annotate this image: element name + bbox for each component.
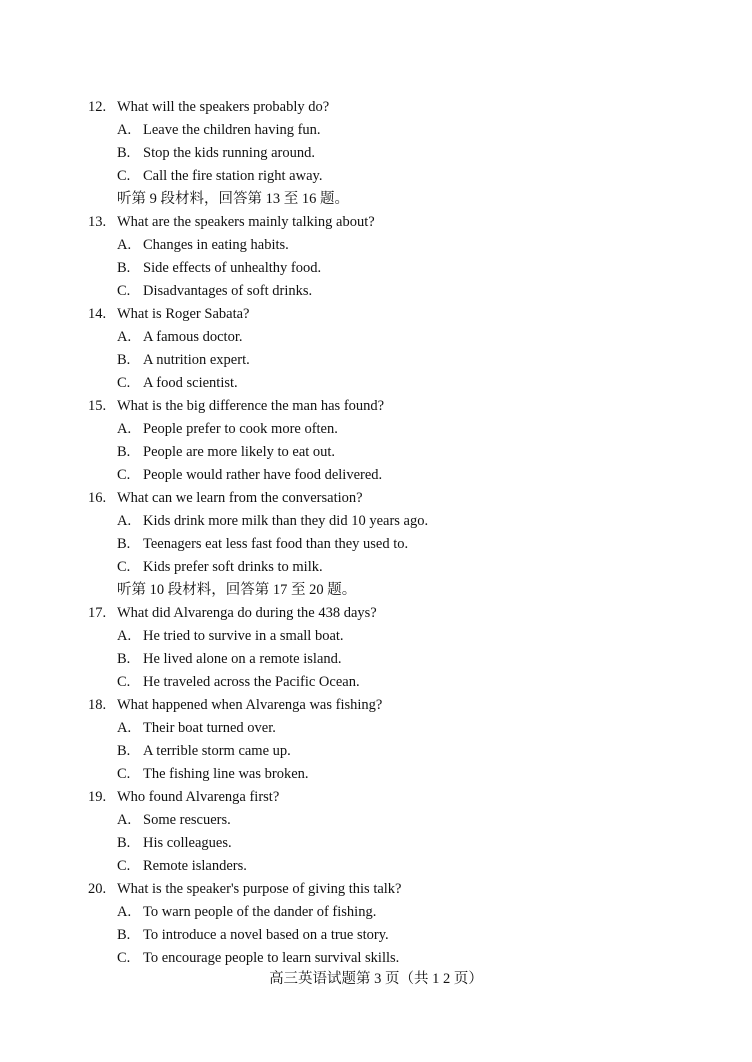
answer-option (88, 809, 688, 832)
question-stem (88, 96, 688, 119)
question-stem (88, 786, 688, 809)
question-text: What is the big difference the man has found? (117, 398, 385, 414)
question-number: 19. (88, 789, 107, 805)
question-stem (88, 211, 688, 234)
option-text: A food scientist. (143, 375, 238, 391)
option-text: To encourage people to learn survival skills. (143, 950, 400, 966)
option-letter: C. (117, 559, 131, 575)
option-text: Side effects of unhealthy food. (143, 260, 322, 276)
answer-option (88, 119, 688, 142)
answer-option (88, 717, 688, 740)
answer-option (88, 257, 688, 280)
question-text: Who found Alvarenga first? (117, 789, 280, 805)
option-text: Their boat turned over. (143, 720, 276, 736)
option-text: Teenagers eat less fast food than they used to. (143, 536, 409, 552)
answer-option (88, 832, 688, 855)
option-text: He tried to survive in a small boat. (143, 628, 344, 644)
option-text: A terrible storm came up. (143, 743, 291, 759)
question-stem (88, 303, 688, 326)
answer-option (88, 671, 688, 694)
option-letter: A. (117, 329, 132, 345)
question-text: What did Alvarenga do during the 438 days? (117, 605, 377, 621)
option-letter: B. (117, 743, 131, 759)
option-letter: A. (117, 421, 132, 437)
question-text: What happened when Alvarenga was fishing? (117, 697, 383, 713)
option-text: Remote islanders. (143, 858, 247, 874)
question-stem (88, 395, 688, 418)
section-instruction: 听第 9 段材料，回答第 13 至 16 题。 (117, 191, 349, 207)
option-letter: A. (117, 122, 132, 138)
option-letter: C. (117, 283, 131, 299)
question-text: What can we learn from the conversation? (117, 490, 363, 506)
answer-option (88, 648, 688, 671)
answer-option (88, 165, 688, 188)
answer-option (88, 763, 688, 786)
answer-option (88, 740, 688, 763)
option-letter: A. (117, 720, 132, 736)
answer-option (88, 234, 688, 257)
question-number: 15. (88, 398, 107, 414)
option-text: Some rescuers. (143, 812, 231, 828)
option-text: Stop the kids running around. (143, 145, 315, 161)
question-number: 13. (88, 214, 107, 230)
question-stem (88, 878, 688, 901)
option-text: Kids drink more milk than they did 10 years ago. (143, 513, 429, 529)
question-stem (88, 487, 688, 510)
question-stem (88, 694, 688, 717)
question-stem (88, 602, 688, 625)
section-instruction: 听第 10 段材料，回答第 17 至 20 题。 (117, 582, 357, 598)
question-text: What is Roger Sabata? (117, 306, 250, 322)
answer-option (88, 556, 688, 579)
option-letter: A. (117, 628, 132, 644)
option-text: A nutrition expert. (143, 352, 250, 368)
option-letter: B. (117, 835, 131, 851)
option-text: To introduce a novel based on a true story. (143, 927, 389, 943)
answer-option (88, 924, 688, 947)
answer-option (88, 142, 688, 165)
option-text: Changes in eating habits. (143, 237, 289, 253)
answer-option (88, 326, 688, 349)
answer-option (88, 510, 688, 533)
option-letter: C. (117, 467, 131, 483)
option-letter: C. (117, 766, 131, 782)
option-text: To warn people of the dander of fishing. (143, 904, 377, 920)
answer-option (88, 418, 688, 441)
question-number: 16. (88, 490, 107, 506)
option-text: Kids prefer soft drinks to milk. (143, 559, 323, 575)
option-text: He lived alone on a remote island. (143, 651, 342, 667)
option-text: A famous doctor. (143, 329, 243, 345)
answer-option (88, 280, 688, 303)
option-text: His colleagues. (143, 835, 232, 851)
question-number: 14. (88, 306, 107, 322)
question-text: What are the speakers mainly talking about? (117, 214, 375, 230)
option-text: Disadvantages of soft drinks. (143, 283, 313, 299)
answer-option (88, 625, 688, 648)
question-number: 12. (88, 99, 107, 115)
option-letter: A. (117, 812, 132, 828)
question-number: 17. (88, 605, 107, 621)
option-letter: B. (117, 145, 131, 161)
answer-option (88, 464, 688, 487)
option-letter: A. (117, 513, 132, 529)
option-text: People would rather have food delivered. (143, 467, 383, 483)
option-letter: C. (117, 168, 131, 184)
question-text: What will the speakers probably do? (117, 99, 330, 115)
option-letter: B. (117, 927, 131, 943)
option-text: He traveled across the Pacific Ocean. (143, 674, 360, 690)
option-text: People prefer to cook more often. (143, 421, 338, 437)
answer-option (88, 855, 688, 878)
answer-option (88, 533, 688, 556)
option-text: People are more likely to eat out. (143, 444, 336, 460)
option-letter: B. (117, 260, 131, 276)
option-letter: C. (117, 375, 131, 391)
option-text: The fishing line was broken. (143, 766, 309, 782)
answer-option (88, 372, 688, 395)
option-letter: B. (117, 352, 131, 368)
option-letter: B. (117, 651, 131, 667)
question-list (88, 96, 688, 970)
answer-option (88, 349, 688, 372)
question-number: 18. (88, 697, 107, 713)
option-letter: C. (117, 858, 131, 874)
option-letter: A. (117, 237, 132, 253)
option-text: Call the fire station right away. (143, 168, 323, 184)
option-letter: A. (117, 904, 132, 920)
option-letter: C. (117, 950, 131, 966)
option-letter: B. (117, 536, 131, 552)
page-footer: 高三英语试题第 3 页（共 1 2 页） (269, 971, 483, 987)
question-number: 20. (88, 881, 107, 897)
question-text: What is the speaker's purpose of giving this talk? (117, 881, 402, 897)
answer-option (88, 441, 688, 464)
option-letter: C. (117, 674, 131, 690)
option-letter: B. (117, 444, 131, 460)
answer-option (88, 947, 688, 970)
option-text: Leave the children having fun. (143, 122, 321, 138)
answer-option (88, 901, 688, 924)
